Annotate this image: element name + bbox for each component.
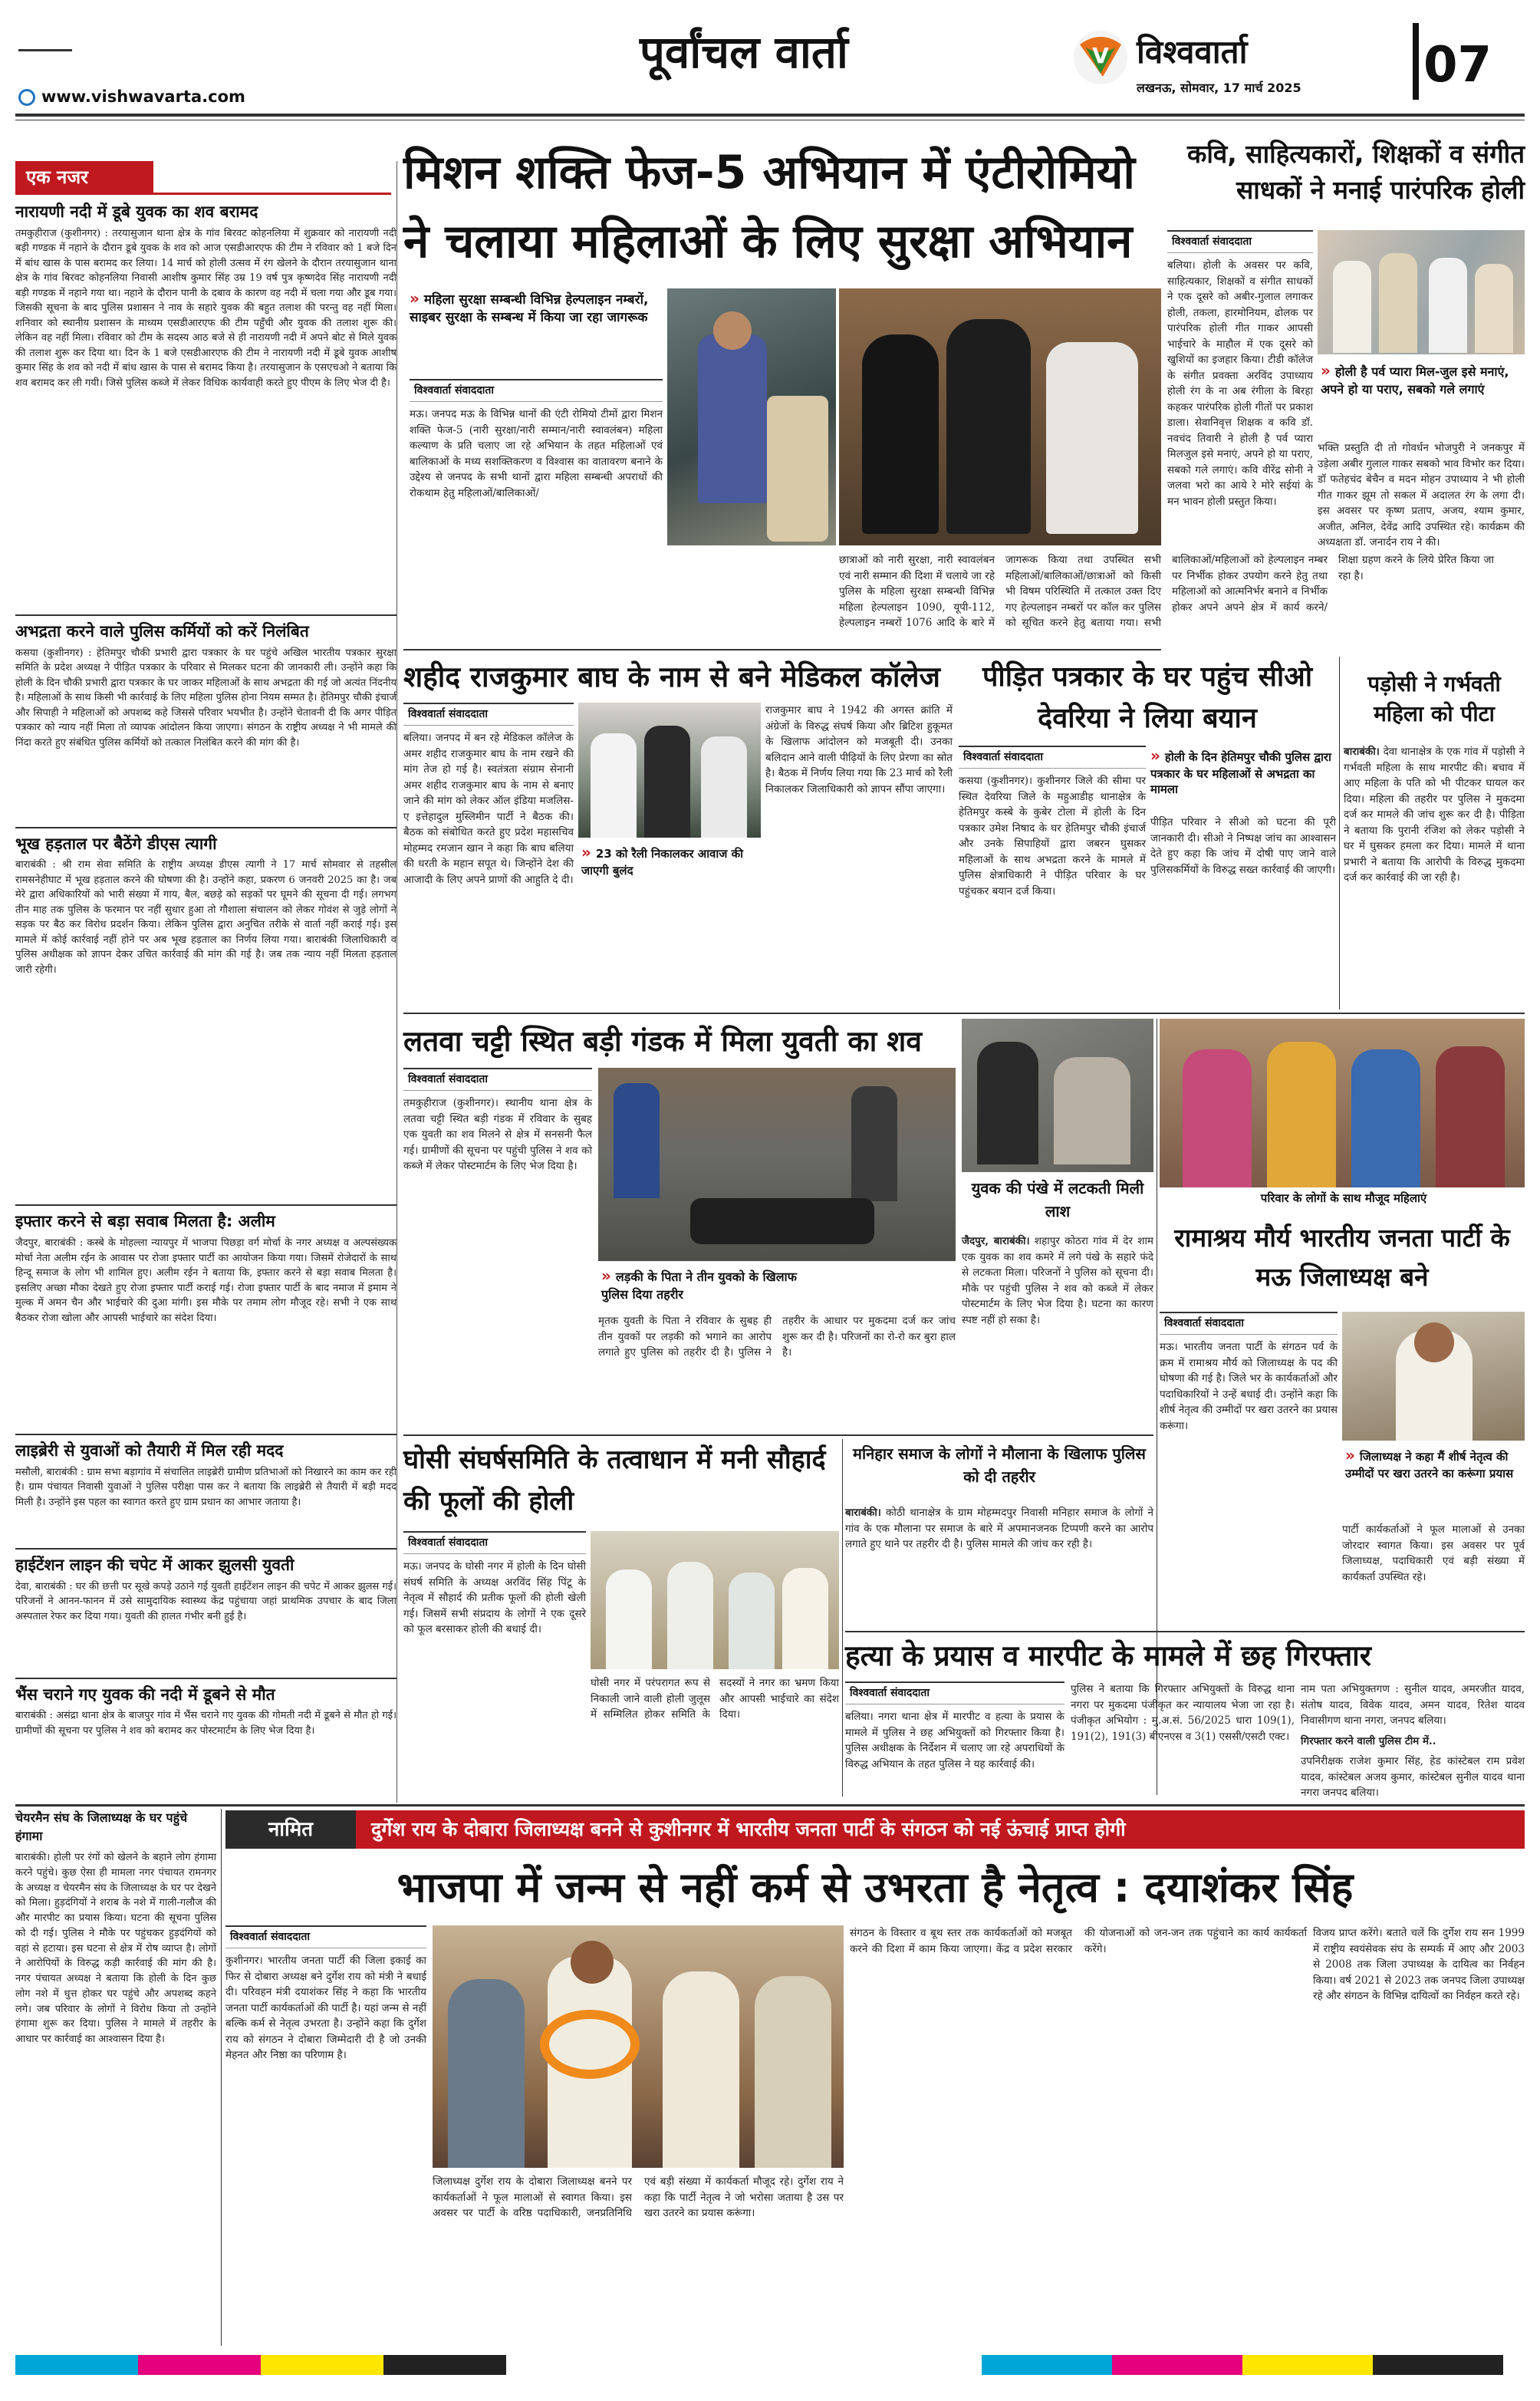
bjp-col-1: [225, 1925, 426, 2341]
lead-photo-police: [667, 288, 836, 545]
hatya-subhead: गिरफ्तार करने वाली पुलिस टीम में..: [1301, 1734, 1436, 1747]
latwa-headline: लतवा चट्टी स्थित बड़ी गंडक में मिला युवती का शव: [403, 1025, 922, 1058]
medical-col-1: [403, 703, 574, 1006]
ramashray-headline: रामाश्रय मौर्य भारतीय जनता पार्टी के मऊ जिलाध्यक्ष बने: [1174, 1223, 1510, 1293]
ek-nazar-label: एक नजर: [15, 161, 153, 193]
bjp-col-3: [850, 1925, 1307, 2341]
lead-headline: मिशन शक्ति फेज-5 अभियान में एंटीरोमियो ने चलाया महिलाओं के लिए सुरक्षा अभियान: [403, 146, 1135, 268]
ghosi-para: घोसी नगर में परंपरागत रूप से निकाली जाने वाली होली जुलूस में सम्मिलित होकर समिति के सदस्यों ने नगर का भ्रमण किया और आपसी भाईचारे का संदेश दिया।: [591, 1677, 839, 1721]
dateline: लखनऊ, सोमवार, 17 मार्च 2025: [1137, 81, 1301, 95]
ramashray-col-1: [1160, 1312, 1338, 1626]
holi-photo: [1318, 230, 1525, 354]
patrakar-caption: » होली के दिन हेतिमपुर चौकी पुलिस द्वारा पत्रकार के घर महिलाओं से अभद्रता का मामला: [1150, 746, 1331, 797]
mahila-photo: [1160, 1019, 1525, 1187]
page-number: 07: [1423, 37, 1492, 94]
holi-para: भक्ति प्रस्तुति दी तो गोवर्धन भोजपुरी ने जनकपुर में उड़ेला अबीर गुलाल गाकर सबको भाव विभोर कर दिया। डॉ फतेहचंद बेचैन व मदन मोहन उपाध्याय ने भी होली गीत गाकर झूम तो सकल में अदालत रंग के लगा दी। इस अवसर पर कृष्ण प्रताप, अजय, श्याम कुमार, अजीत, अनिल, देवेंद्र आदि उपस्थित रहे। कार्यक्रम की अध्यक्षता डॉ. जनार्दन राय ने की।: [1318, 442, 1525, 549]
holi-headline: कवि, साहित्यकारों, शिक्षकों व संगीत साधकों ने मनाई पारंपरिक होली: [1187, 139, 1525, 205]
medical-para: राजकुमार बाघ ने 1942 की अगस्त क्रांति में अंग्रेजों के विरुद्ध संघर्ष किया और ब्रिटिश हुकूमत के खिलाफ आंदोलन को मजबूती दी। उनका बलिदान आने वाली पीढ़ियों के लिए प्रेरणा का स्रोत है। बैठक में निर्णय लिया गया कि 23 मार्च को रैली निकालकर जिलाधिकारी को ज्ञापन सौंपा जाएगा।: [765, 704, 953, 795]
header-left-ornament: [18, 26, 72, 64]
medical-byline: विश्ववार्ता संवाददाता: [403, 703, 574, 726]
hatya-headline: हत्या के प्रयास व मारपीट के मामले में छह गिरफ्तार: [845, 1639, 1371, 1672]
rule: [221, 1809, 222, 2346]
manihar-body: बाराबंकी। कोठी थानाक्षेत्र के ग्राम मोहम्मदपुर निवासी मनिहार समाज के लोगों ने गांव के एक मौलाना पर समाज के बारे में अपमानजनक टिप्पणी करने का आरोप लगाते हुए थाने पर तहरीर दी है। पुलिस मामले की जांच कर रही है।: [845, 1507, 1153, 1551]
header-center-title: पूर्वांचल वार्ता: [640, 26, 848, 78]
brief-title: इफ्तार करने से बड़ा सवाब मिलता है: अलीम: [15, 1212, 275, 1231]
ghosi-col-2: [591, 1675, 839, 1795]
chairman-headline: चेयरमैन संघ के जिलाध्यक्ष के घर पहुंचे हंगामा: [15, 1810, 188, 1843]
manihar-headline: मनिहार समाज के लोगों ने मौलाना के खिलाफ पुलिस को दी तहरीर: [853, 1444, 1146, 1486]
chairman-body: बाराबंकी। होली पर रंगों को खेलने के बहाने लोग हंगामा करने पहुंचे। कुछ ऐसा ही मामला नगर पंचायत रामनगर के अध्यक्ष व चेयरमैन संघ के जिलाध्यक्ष के घर पर देखने को मिला। हुड़दंगियों ने शराब के नशे में गाली-गलौज की और मारपीट का प्रयास किया। घटना की सूचना पुलिस को दी गई। पुलिस ने मौके पर पहुंचकर हुड़दंगियों को वहां से हटाया। इस घटना से क्षेत्र में रोष व्याप्त है। लोगों ने आरोपियों के विरुद्ध कड़ी कार्रवाई की मांग की है। नगर पंचायत अध्यक्ष ने बताया कि होली के दिन कुछ लोग नशे में धुत्त होकर घर पहुंचे और अपशब्द कहने लगे। जब परिवार के लोगों ने विरोध किया तो उन्होंने हंगामा शुरू कर दिया। पुलिस ने मामले में तहरीर के आधार पर कार्रवाई का आश्वासन दिया है।: [15, 1852, 216, 2045]
rule: [403, 649, 1161, 650]
ghosi-photo: [591, 1531, 839, 1669]
lead-photo-women: [839, 288, 1161, 545]
patrakar-para: कसया (कुशीनगर)। कुशीनगर जिले की सीमा पर स्थित देवरिया जिले के महुआडीह थानाक्षेत्र के हेतिमपुर कस्बे के कुबेर टोला में होली के दिन पत्रकार उमेश निषाद के घर हेतिमपुर चौकी इंचार्ज और उनके सिपाहियों द्वारा जबरन घुसकर महिलाओं के साथ अभद्रता करने के मामले में पुलिस क्षेत्राधिकारी ने पीड़ित परिवार के घर पहुंचकर बयान दर्ज किया।: [959, 775, 1146, 897]
holi-col-1: [1167, 230, 1313, 543]
brief-body: तमकुहीराज (कुशीनगर) : तरयासुजान थाना क्षेत्र के गांव बिरवट कोहनलिया में शुक्रवार को नारायणी नदी बड़ी गण्डक में नहाने के दौरान डूबे युवक के शव को आज एसडीआरएफ की टीम ने रविवार को 1 बजे दिन में बांध खास के पास बरामद कर लिया। 14 मार्च को होली उत्सव में रंग खेलने के दौरान तरयासुजान थाना क्षेत्र के गांव बिरवट कोहनलिया निवासी आशीष कुमार सिंह उम्र 19 वर्ष पुत्र कृष्णदेव सिंह नारायणी नदी बड़ी गण्डक में नहाने गया था। नहाने के दौरान पानी के दबाव के कारण वह नदी में चला गया और डूब गया। जिसकी सूचना के बाद पुलिस प्रशासन ने नाव के सहारे युवक की बहुत तलाश की परन्तु वह नहीं मिला। शनिवार को स्थानीय प्रशासन के माध्यम एसडीआरएफ की टीम पहुँची और युवक की तलाश शुरू की। लेकिन वह नहीं मिला। रविवार को टीम के सदस्य आठ बजे से ही नारायणी नदी में अपने बोट से मिले युवक की तलाश शुरू कर दिया था। दिन के 1 बजे एसडीआरएफ की टीम ने नारायणी नदी में डूबे युवक आशीष कुमार सिंह के शव को नदी में बांध खास के पास से बरामद किया है। तरयासुजान के एसएचओ ने बताया कि शव बरामद कर ली गयी। जिसे पुलिस कब्जे में लेकर विधिक कार्यवाही करते हुए पीएम के लिए भेज दी है।: [15, 227, 397, 389]
yuvak-dateline: जैदपुर, बाराबंकी।: [962, 1235, 1030, 1247]
color-registration-strip: [982, 2355, 1503, 2375]
brief-body: जैदपुर, बाराबंकी : कस्बे के मोहल्ला न्यायपुर में भाजपा पिछड़ा वर्ग मोर्चा के नगर अध्यक्ष व अल्पसंख्यक मोर्चा नेता अलीम रईन के आवास पर रोजा इफ्तार पार्टी का आयोजन किया गया। जिसमें रोजेदारों के साथ हिन्दू समाज के लोग भी शामिल हुए। अलीम रईन ने बताया कि, इफ्तार करने से बड़ा सवाब मिलता है। इसलिए अच्छा मौका देखते हुए रोजा इफ्तार पार्टी कराई गई। रोजा इफ्तार पार्टी के बाद नमाज में इमाम ने मुल्क में अमन चैन और भाईचारे की दुआ मांगी। इस मौके पर तमाम लोग मौजूद रहे। सभी ने एक साथ बैठकर रोजा खोला और आपसी भाईचारे का संदेश दिया।: [15, 1237, 397, 1324]
lead-deck: » महिला सुरक्षा सम्बन्धी विभिन्न हेल्पलाइन नम्बरों, साइबर सुरक्षा के सम्बन्ध में किया जा रहा जागरूक: [410, 289, 649, 325]
lead-col-mid: [667, 552, 833, 643]
brief-title: नारायणी नदी में डूबे युवक का शव बरामद: [15, 203, 258, 221]
medical-col-3: [765, 703, 953, 1006]
rule: [15, 1804, 1525, 1807]
yuvak-headline: युवक की पंखे में लटकती मिली लाश: [971, 1179, 1144, 1220]
patrakar-col-1: [959, 746, 1146, 1006]
hatya-col-2: [1071, 1681, 1295, 1797]
patrakar-para: पीड़ित परिवार ने सीओ को घटना की पूरी जानकारी दी। सीओ ने निष्पक्ष जांच का आश्वासन देते हुए कहा कि जांच में दोषी पाए जाने वाले पुलिसकर्मियों के विरुद्ध सख्त कार्रवाई की जाएगी।: [1150, 816, 1336, 876]
ramashray-byline: विश्ववार्ता संवाददाता: [1160, 1312, 1338, 1335]
bjp-para: विजय प्राप्त करेंगे। बताते चलें कि दुर्गेश राय सन 1999 में राष्ट्रीय स्वयंसेवक संघ के सम्पर्क में आए और 2003 से 2008 तक जिला उपाध्यक्ष के दायित्व का निर्वहन किया। वर्ष 2021 से 2023 तक जनपद जिला उपाध्यक्ष रहे और संगठन के विभिन्न दायित्वों का निर्वहन करते रहे।: [1313, 1927, 1525, 2003]
brief-body: बाराबंकी : असंद्रा थाना क्षेत्र के बाजपुर गांव में भैंस चराने गए युवक की गोमती नदी में डूबने से मौत हो गई। ग्रामीणों की सूचना पर पुलिस ने शव को बरामद कर पोस्टमार्टम के लिए भेज दिया है।: [15, 1710, 397, 1737]
manihar-dateline: बाराबंकी।: [845, 1507, 881, 1519]
brand-logo: [1074, 31, 1127, 84]
lead-para: छात्राओं को नारी सुरक्षा, नारी स्वावलंबन एवं नारी सम्मान की दिशा में चलाये जा रहे पुलिस के महिला सुरक्षा सम्बन्धी विभिन्न महिला हेल्पलाइन 1090, यूपी-112, हेल्पलाइन नम्बरों 1076 आदि के बारे में जागरूक किया तथा उपस्थित सभी महिलाओं/बालिकाओं/छात्राओं को किसी भी विषम परिस्थिति में तत्काल उक्त दिए गए हेल्पलाइन नम्बरों पर कॉल कर पुलिस को सूचित करने हेतु बताया गया। सभी बालिकाओं/महिलाओं को हेल्पलाइन नम्बर पर निर्भीक होकर उपयोग करने हेतु तथा महिलाओं को आत्मनिर्भर बनाने व निर्भीक होकर अपने अपने क्षेत्र में कार्य करने/शिक्षा ग्रहण करने के लिये प्रेरित किया जा रहा है।: [839, 554, 1494, 630]
rule: [1339, 657, 1340, 1009]
medical-caption: » 23 को रैली निकालकर आवाज की जाएगी बुलंद: [581, 843, 744, 878]
bjp-headline: भाजपा में जन्म से नहीं कर्म से उभरता है नेतृत्व : दयाशंकर सिंह: [397, 1863, 1354, 1912]
yuvak-photo: [962, 1019, 1153, 1172]
namit-label: नामित: [225, 1810, 356, 1849]
header-rule: [15, 114, 1525, 117]
ghosi-para: मऊ। जनपद के घोसी नगर में होली के दिन घोसी संघर्ष समिति के अध्यक्ष अरविंद सिंह पिंटू के नेतृत्व में सौहार्द की प्रतीक फूलों की होली खेली गई। जिसमें सभी संप्रदाय के लोगों ने एक दूसरे को फूल बरसाकर होली की बधाई दी।: [403, 1560, 586, 1636]
gadhi-body: बाराबंकी। देवा थानाक्षेत्र के एक गांव में पड़ोसी ने गर्भवती महिला के साथ मारपीट की। बचाव में आए महिला के पति को भी पीटकर घायल कर दिया। महिला की तहरीर पर पुलिस ने मुकदमा दर्ज कर मामले की जांच शुरू कर दी है। पीड़िता ने बताया कि पुरानी रंजिश को लेकर पड़ोसी ने घर में घुसकर हमला कर दिया। मामले में थाना प्रभारी ने बताया कि आरोपी के विरुद्ध मुकदमा दर्ज कर कार्रवाई की जा रही है।: [1344, 746, 1525, 884]
rule: [842, 1439, 843, 1797]
yuvak-body: जैदपुर, बाराबंकी। शहापुर कोठरा गांव में देर शाम एक युवक का शव कमरे में लगे पंखे के सहारे फंदे से लटकता मिला। परिजनों ने पुलिस को सूचना दी। मौके पर पहुंची पुलिस ने शव को कब्जे में लेकर पोस्टमार्टम के लिए भेज दिया है। घटना का कारण स्पष्ट नहीं हो सका है।: [962, 1235, 1153, 1326]
ghosi-byline: विश्ववार्ता संवाददाता: [403, 1531, 586, 1554]
brief-title: अभद्रता करने वाले पुलिस कर्मियों को करें निलंबित: [15, 621, 309, 641]
latwa-para: तमकुहीराज (कुशीनगर)। स्थानीय थाना क्षेत्र के लतवा चट्टी स्थित बड़ी गंडक में रविवार के सुबह एक युवती का शव मिलने से क्षेत्र में सनसनी फैल गई। ग्रामीणों की सूचना पर पहुंची पुलिस ने शव को कब्जे में लेकर पोस्टमार्टम के लिए भेज दिया है।: [403, 1097, 592, 1173]
brand-name: विश्ववार्ता: [1137, 33, 1248, 71]
brand-logo-letter: V: [1092, 43, 1109, 68]
gadhi-dateline: बाराबंकी।: [1344, 746, 1380, 758]
brief-body: बाराबंकी : श्री राम सेवा समिति के राष्ट्रीय अध्यक्ष डीएस त्यागी ने 17 मार्च सोमवार से तहसील रामसनेहीघाट में भूख हड़ताल करने की घोषणा की है। उन्होंने कहा, प्रकरण 6 जनवरी 2025 का है। जब मेरे द्वारा अधिकारियों को भारी संख्या में गाय, बैल, बछड़े को सड़कों पर घूमने की सूचना दी गई। लगभग तीन माह तक पुलिस के फरमान पर नहीं सुधार हुआ तो गौशाला संचालन को लेकर गोवंश से जुड़े लोगों ने सड़क पर बैठ कर विरोध प्रदर्शन किया। लेकिन पुलिस द्वारा अनुचित तरीके से वार्ता नहीं कराई गई। इस मामले में कोई कार्रवाई नहीं होने पर अब भूख हड़ताल का निर्णय लिया गया। बाराबंकी जिलाधिकारी व पुलिस अधीक्षक को ज्ञापन देकर उचित कार्रवाई की मांग की गई है। जब तक न्याय नहीं मिलता हड़ताल जारी रहेगी।: [15, 859, 397, 976]
website-url[interactable]: www.vishwavarta.com: [18, 86, 341, 107]
ghosi-col-1: [403, 1531, 586, 1795]
bjp-para: कुशीनगर। भारतीय जनता पार्टी की जिला इकाई का फिर से दोबारा अध्यक्ष बने दुर्गेश राय को मंत्री ने बधाई दी। परिवहन मंत्री दयाशंकर सिंह ने कहा कि भारतीय जनता पार्टी कार्यकर्ताओं की पार्टी है। यहां जन्म से नहीं बल्कि कर्म से नेतृत्व उभरता है। उन्होंने कहा कि दुर्गेश राय को संगठन ने दोबारा जिम्मेदारी दी है जो उनकी मेहनत और निष्ठा का परिणाम है।: [225, 1955, 426, 2062]
rule: [845, 1631, 1525, 1632]
brief-title: भूख हड़ताल पर बैठेंगे डीएस त्यागी: [15, 834, 217, 853]
namit-banner: [225, 1810, 1525, 1849]
latwa-byline: विश्ववार्ता संवाददाता: [403, 1068, 592, 1091]
patrakar-byline: विश्ववार्ता संवाददाता: [959, 746, 1146, 769]
medical-col-2: [578, 890, 761, 1006]
hatya-para: नाम पता अभियुक्तगण : सुनील यादव, अमरजीत यादव, संतोष यादव, विवेक यादव, अमन यादव, रितेश यादव निवासीगण थाना नगरा, जनपद बलिया।: [1301, 1683, 1525, 1727]
hatya-para: पुलिस ने बताया कि गिरफ्तार अभियुक्तों के विरुद्ध थाना नगरा पर मुकदमा पंजीकृत कर न्यायालय भेजा जा रहा है। पंजीकृत अभियोग : मु.अ.सं. 56/2025 धारा 109(1), 191(2), 191(3) बीएनएस व 3(1) एससी/एसटी एक्ट।: [1071, 1683, 1295, 1743]
hatya-byline: विश्ववार्ता संवाददाता: [845, 1681, 1065, 1704]
ramashray-para: पार्टी कार्यकर्ताओं ने फूल मालाओं से उनका जोरदार स्वागत किया। इस अवसर पर पूर्व जिलाध्यक्ष, पदाधिकारी एवं बड़ी संख्या में कार्यकर्ता उपस्थित रहे।: [1342, 1523, 1525, 1583]
brief-title: भैंस चराने गए युवक की नदी में डूबने से मौत: [15, 1685, 275, 1704]
bjp-photo: [433, 1925, 844, 2168]
hatya-col-3: [1301, 1681, 1525, 1800]
ramashray-para: मऊ। भारतीय जनता पार्टी के संगठन पर्व के क्रम में रामाश्रय मौर्य को जिलाध्यक्ष के पद की घोषणा की गई है। जिले भर के कार्यकर्ताओं और पदाधिकारियों ने उन्हें बधाई दी। उन्होंने कहा कि शीर्ष नेतृत्व की उम्मीदों पर खरा उतरने का प्रयास करूंगा।: [1160, 1341, 1338, 1432]
latwa-col-1: [403, 1068, 592, 1428]
ramashray-photo: [1342, 1312, 1525, 1441]
patrakar-headline: पीड़ित पत्रकार के घर पहुंच सीओ देवरिया ने लिया बयान: [982, 661, 1313, 734]
bjp-byline: विश्ववार्ता संवाददाता: [225, 1925, 426, 1948]
medical-para: बलिया। जनपद में बन रहे मेडिकल कॉलेज के अमर शहीद राजकुमार बाघ के नाम रखने की मांग तेज हो गई है। स्वतंत्रता संग्राम सेनानी अमर शहीद राजकुमार बाघ के नाम से बनाए जाने की मांग को लेकर ऑल इंडिया मजलिस-ए इत्तेहादुल मुस्लिमीन पार्टी ने बैठक की। बैठक को संबोधित करते हुए प्रदेश महासचिव मोहम्मद रमजान खान ने कहा कि बाघ बलिया की धरती के महान सपूत थे। जिन्होंने देश की आजादी के लिए अपने प्राणों की आहुति दे दी।: [403, 732, 574, 886]
ramashray-caption: » जिलाध्यक्ष ने कहा मैं शीर्ष नेतृत्व की उम्मीदों पर खरा उतरने का करूंगा प्रयास: [1345, 1446, 1514, 1480]
namit-ticker: दुर्गेश राय के दोबारा जिलाध्यक्ष बनने से कुशीनगर में भारतीय जनता पार्टी के संगठन को नई ऊंचाई प्राप्त होगी: [371, 1818, 1126, 1840]
rule: [403, 1434, 1153, 1436]
globe-icon: [18, 89, 35, 106]
medical-headline: शहीद राजकुमार बाघ के नाम से बने मेडिकल कॉलेज: [403, 660, 940, 693]
holi-col-2: [1318, 440, 1525, 664]
lead-para: मऊ। जनपद मऊ के विभिन्न थानों की एंटी रोमियो टीमों द्वारा मिशन शक्ति फेज-5 (नारी सुरक्षा/नारी सम्मान/नारी स्वावलंबन) महिला कल्याण के प्रति चलाए जा रहे अभियान के तहत महिलाओं एवं बालिकाओं के मध्य सशक्तिकरण व विश्वास का वातावरण बनाने के उद्देश्य से जनपद के सभी थानों द्वारा महिला सम्बन्धी अपराधों की रोकथाम हेतु महिलाओं/बालिकाओं/: [410, 408, 663, 499]
ramashray-col-2: [1342, 1522, 1525, 1626]
hatya-para: उपनिरीक्षक राजेश कुमार सिंह, हेड कांस्टेबल राम प्रवेश यादव, कांस्टेबल अजय कुमार, कांस्टेबल सुनील यादव थाना नगरा जनपद बलिया।: [1301, 1755, 1525, 1800]
brief-title: हाईटेंशन लाइन की चपेट में आकर झुलसी युवती: [15, 1555, 295, 1574]
latwa-caption: » लड़की के पिता ने तीन युवको के खिलाफ पुलिस दिया तहरीर: [601, 1266, 798, 1302]
page-number-bar: [1413, 23, 1419, 100]
lead-byline: विश्ववार्ता संवाददाता: [410, 379, 663, 402]
lead-col-1: [410, 379, 663, 643]
bjp-col-4: [1313, 1925, 1525, 2341]
brief-body: कसया (कुशीनगर) : हेतिमपुर चौकी प्रभारी द्वारा पत्रकार के घर पहुंचे अखिल भारतीय पत्रकार सुरक्षा समिति के प्रदेश अध्यक्ष ने पीड़ित पत्रकार के परिवार से मिलकर घटना की जानकारी ली। उन्होंने कहा कि होली के दिन चौकी प्रभारी द्वारा पत्रकार के घर जाकर महिलाओं के साथ अभद्रता की गई जो अत्यंत निंदनीय है। महिलाओं के साथ किसी भी कार्रवाई के लिए महिला पुलिस होना नियम सम्मत है। हेतिमपुर चौकी इंचार्ज और सिपाही ने महिलाओं को अपशब्द कहे जिससे परिवार भयभीत है। उन्होंने चेतावनी दी कि अगर पीड़ित पत्रकार को न्याय नहीं मिला तो व्यापक आंदोलन किया जाएगा। संगठन के राष्ट्रीय अध्यक्ष ने भी मामले की निंदा करते हुए संबंधित पुलिस कर्मियों को तत्काल निलंबित करने की मांग की है।: [15, 647, 397, 749]
ghosi-headline: घोसी संघर्षसमिति के तत्वाधान में मनी सौहार्द की फूलों की होली: [403, 1444, 826, 1517]
gadhi-headline: पड़ोसी ने गर्भवती महिला को पीटा: [1367, 671, 1501, 727]
lead-col-2: [839, 552, 1494, 643]
latwa-para: मृतक युवती के पिता ने रविवार के सुबह ही तीन युवकों पर लड़की को भगाने का आरोप लगाते हुए पुलिस को तहरीर दी है। पुलिस ने तहरीर के आधार पर मुकदमा दर्ज कर जांच शुरू कर दी है। परिजनों का रो-रो कर बुरा हाल है।: [598, 1315, 956, 1359]
hatya-para: बलिया। नगरा थाना क्षेत्र में मारपीट व हत्या के प्रयास के मामले में पुलिस ने छह अभियुक्तों को गिरफ्तार किया है। पुलिस अधीक्षक के निर्देशन में चलाए जा रहे अपराधियों के विरुद्ध अभियान के तहत पुलिस ने यह कार्रवाई की।: [845, 1711, 1065, 1770]
brief-title: लाइब्रेरी से युवाओं को तैयारी में मिल रही मदद: [15, 1441, 284, 1461]
bjp-col-2: [433, 2174, 844, 2341]
hatya-col-1: [845, 1681, 1065, 1797]
holi-byline: विश्ववार्ता संवाददाता: [1167, 230, 1313, 253]
ek-nazar-column: [15, 161, 397, 1803]
rule: [403, 1013, 1525, 1014]
color-registration-strip: [15, 2355, 506, 2375]
medical-photo: [578, 703, 761, 838]
holi-caption: » होली है पर्व प्यारा मिल-जुल इसे मनाएं, अपने हो या पराए, सबको गले लगाएं: [1321, 361, 1509, 397]
mahila-caption: परिवार के लोगों के साथ मौजूद महिलाएं: [1260, 1191, 1427, 1205]
patrakar-col-2: [1150, 815, 1336, 1006]
brief-body: मसौली, बाराबंकी : ग्राम सभा बड़ागांव में संचालित लाइब्रेरी ग्रामीण प्रतिभाओं को निखारने का काम कर रही है। ग्राम पंचायत निवासी युवाओं ने पुलिस परीक्षा पास कर ने बताया कि लाइब्रेरी से तैयारी में बड़ी मदद मिली है। उन्होंने इस पहल का स्वागत करते हुए ग्राम प्रधान का आभार जताया है।: [15, 1466, 397, 1508]
latwa-col-2: [598, 1313, 956, 1428]
latwa-photo: [598, 1068, 956, 1261]
bjp-para: जिलाध्यक्ष दुर्गेश राय के दोबारा जिलाध्यक्ष बनने पर कार्यकर्ताओं ने फूल मालाओं से स्वागत किया। इस अवसर पर पार्टी के वरिष्ठ पदाधिकारी, जनप्रतिनिधि एवं बड़ी संख्या में कार्यकर्ता मौजूद रहे। दुर्गेश राय ने कहा कि पार्टी नेतृत्व ने जो भरोसा जताया है उस पर खरा उतरने का प्रयास करूंगा।: [433, 2175, 844, 2220]
holi-para: बलिया। होली के अवसर पर कवि, साहित्यकार, शिक्षकों व संगीत साधकों ने एक दूसरे को अबीर-गुलाल लगाकर होली, तकला, हारमोनियम, ढोलक पर पारंपरिक होली गीत गाकर आपसी भाईचारे के माहौल में एक दूसरे को खुशियों का इजहार किया। टीडी कॉलेज के संगीत प्रवक्ता अरविंद उपाध्याय होली रंग के ना अब रंगीला के बिरहा कहकर पारंपरिक होली गीतों पर प्रकाश डाला। सेवानिवृत्त शिक्षक व कवि डॉ. नवचंद तिवारी ने होली है पर्व प्यारा मिलजुल इसे मनाएं, अपने हो या पराए, सबको गले लगाएं। कवि वीरेंद्र सोनी ने जलवा भरो का आये रे मोरे सईयां के मन भावन होली प्रस्तुत किया।: [1167, 259, 1313, 508]
bjp-para: संगठन के विस्तार व बूथ स्तर तक कार्यकर्ताओं को मजबूत करने की दिशा में काम किया जाएगा। केंद्र व प्रदेश सरकार की योजनाओं को जन-जन तक पहुंचाने का कार्य कार्यकर्ता करेंगे।: [850, 1927, 1307, 1955]
brief-body: देवा, बाराबंकी : घर की छत्ती पर सूखे कपड़े उठाने गई युवती हाईटेंशन लाइन की चपेट में आकर झुलस गई। परिजनों ने आनन-फानन में उसे सामुदायिक स्वास्थ्य केंद्र पहुंचाया जहां प्राथमिक उपचार के बाद जिला अस्पताल रेफर कर दिया गया। युवती की हालत गंभीर बनी हुई है।: [15, 1580, 397, 1622]
